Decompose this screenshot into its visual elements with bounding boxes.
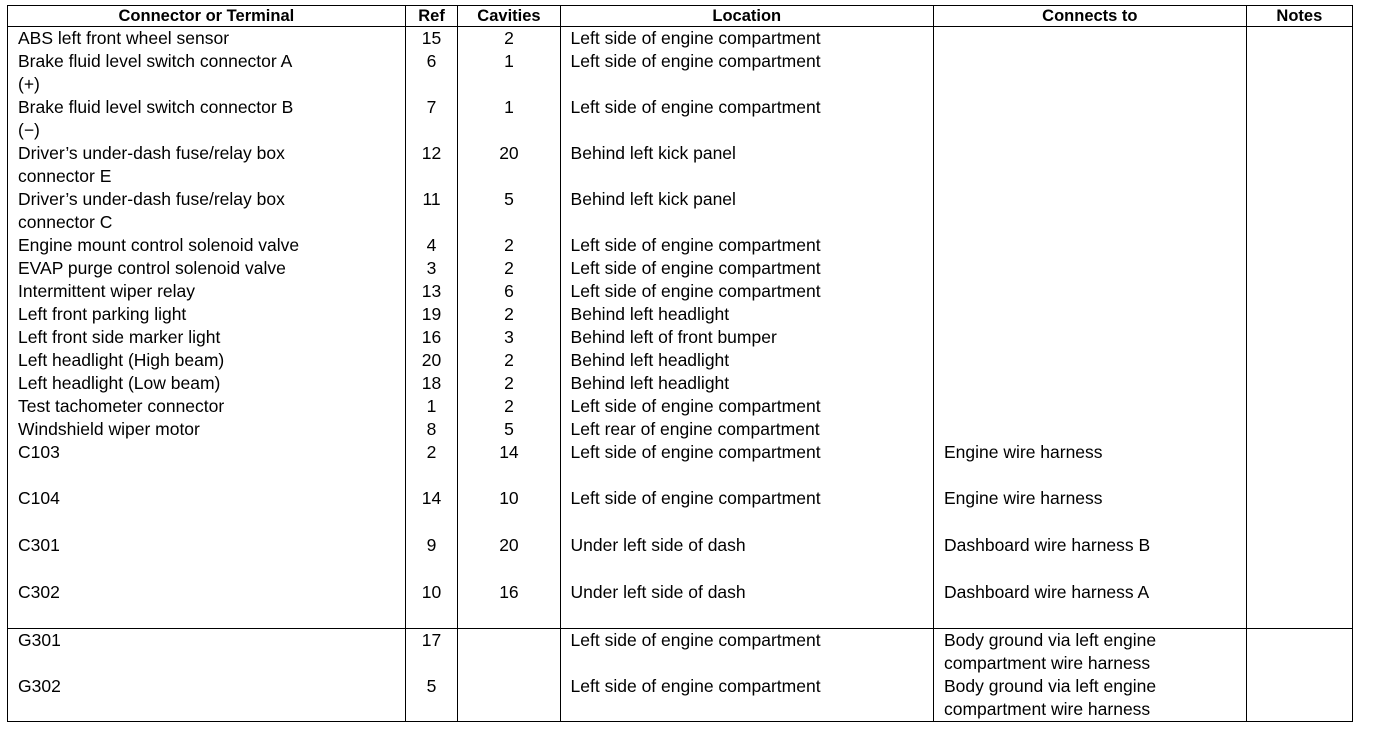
- cell-connects-to: [933, 50, 1246, 96]
- cell-line: 9: [426, 535, 437, 555]
- cell-connector: [8, 487, 406, 534]
- cell-line: Left side of engine compartment: [570, 235, 821, 255]
- cell-line: Body ground via left engine: [943, 675, 1157, 696]
- cell-notes: [1246, 441, 1352, 487]
- cell-ref: [405, 50, 458, 96]
- cell-ref: [405, 326, 458, 349]
- cell-line: Test tachometer connector: [18, 396, 225, 416]
- table-row: [8, 303, 1353, 326]
- cell-location: [560, 675, 933, 722]
- cell-notes: [1246, 534, 1352, 581]
- cell-connects-to: [933, 675, 1246, 722]
- cell-ref: [405, 487, 458, 534]
- cell-line: Left headlight (Low beam): [18, 373, 221, 393]
- cell-location: [560, 303, 933, 326]
- cell-line: 19: [421, 304, 442, 324]
- cell-line: 18: [421, 373, 442, 393]
- cell-line: G301: [18, 629, 61, 650]
- cell-ref: [405, 303, 458, 326]
- cell-line: G302: [18, 675, 61, 696]
- cell-notes: [1246, 234, 1352, 257]
- cell-line: 2: [504, 235, 514, 255]
- header-notes: Notes: [1246, 6, 1352, 27]
- cell-cavities: [458, 142, 560, 188]
- connector-table: [7, 5, 1353, 722]
- cell-line: 2: [504, 304, 514, 324]
- cell-line: 5: [504, 419, 514, 439]
- cell-cavities: [458, 27, 560, 51]
- cell-line: Left side of engine compartment: [570, 51, 821, 71]
- cell-line: 14: [421, 488, 442, 508]
- cell-cavities: [458, 280, 560, 303]
- cell-line: Dashboard wire harness A: [943, 582, 1150, 602]
- cell-connector: [8, 441, 406, 487]
- cell-location: [560, 372, 933, 395]
- cell-line: Intermittent wiper relay: [18, 281, 196, 301]
- header-cavities: Cavities: [458, 6, 560, 27]
- cell-line: Dashboard wire harness B: [943, 535, 1151, 555]
- cell-line: Left side of engine compartment: [570, 442, 821, 462]
- cell-notes: [1246, 326, 1352, 349]
- cell-connects-to: [933, 234, 1246, 257]
- cell-connector: [8, 234, 406, 257]
- cell-line: Left side of engine compartment: [570, 488, 821, 508]
- cell-cavities: [458, 487, 560, 534]
- cell-line: Left side of engine compartment: [570, 629, 821, 650]
- cell-connector: [8, 395, 406, 418]
- header-location: Location: [560, 6, 933, 27]
- cell-ref: [405, 372, 458, 395]
- cell-line: 2: [504, 350, 514, 370]
- cell-connects-to: [933, 372, 1246, 395]
- table-row: [8, 96, 1353, 142]
- cell-notes: [1246, 418, 1352, 441]
- cell-line: 20: [499, 143, 519, 163]
- cell-cavities: [458, 96, 560, 142]
- table-row: [8, 395, 1353, 418]
- cell-line: compartment wire harness: [943, 698, 1151, 719]
- cell-connector: [8, 628, 406, 675]
- cell-line: 13: [421, 281, 442, 301]
- cell-line: 15: [421, 28, 442, 48]
- cell-line: Engine wire harness: [943, 488, 1103, 508]
- cell-line: Left rear of engine compartment: [570, 419, 820, 439]
- cell-ref: [405, 534, 458, 581]
- cell-line: 20: [499, 535, 519, 555]
- header-connects-to: Connects to: [933, 6, 1246, 27]
- table-row: [8, 257, 1353, 280]
- table-row: [8, 280, 1353, 303]
- cell-line: C104: [18, 488, 60, 508]
- cell-line: Driver’s under-dash fuse/relay box: [18, 143, 285, 163]
- cell-line: Behind left headlight: [570, 304, 730, 324]
- cell-line: 1: [426, 396, 437, 416]
- cell-location: [560, 395, 933, 418]
- cell-line: 20: [421, 350, 442, 370]
- cell-connects-to: [933, 96, 1246, 142]
- cell-notes: [1246, 675, 1352, 722]
- table-row: [8, 675, 1353, 722]
- cell-line: 3: [426, 258, 437, 278]
- cell-line: Behind left of front bumper: [570, 327, 777, 347]
- cell-ref: [405, 349, 458, 372]
- cell-connects-to: [933, 628, 1246, 675]
- cell-line: 7: [426, 97, 437, 117]
- cell-line: Left headlight (High beam): [18, 350, 225, 370]
- table-row: [8, 441, 1353, 487]
- cell-location: [560, 96, 933, 142]
- cell-location: [560, 418, 933, 441]
- cell-line: Engine wire harness: [943, 442, 1103, 462]
- cell-line: C302: [18, 582, 60, 602]
- cell-line: Left side of engine compartment: [570, 281, 821, 301]
- cell-location: [560, 27, 933, 51]
- cell-line: 11: [422, 189, 441, 209]
- cell-line: 8: [426, 419, 437, 439]
- cell-cavities: [458, 418, 560, 441]
- cell-cavities: [458, 675, 560, 722]
- cell-line: Left front side marker light: [18, 327, 221, 347]
- cell-line: Windshield wiper motor: [18, 419, 200, 439]
- cell-connector: [8, 581, 406, 628]
- cell-connector: [8, 50, 406, 96]
- cell-cavities: [458, 234, 560, 257]
- cell-line: Left side of engine compartment: [570, 396, 821, 416]
- cell-line: (−): [18, 120, 40, 140]
- cell-connector: [8, 675, 406, 722]
- cell-connector: [8, 372, 406, 395]
- cell-connector: [8, 188, 406, 234]
- cell-location: [560, 628, 933, 675]
- cell-cavities: [458, 188, 560, 234]
- cell-line: 2: [504, 373, 514, 393]
- cell-cavities: [458, 395, 560, 418]
- cell-cavities: [458, 441, 560, 487]
- cell-location: [560, 534, 933, 581]
- cell-notes: [1246, 349, 1352, 372]
- cell-notes: [1246, 27, 1352, 51]
- cell-line: Behind left headlight: [570, 373, 730, 393]
- cell-line: 17: [421, 629, 442, 650]
- cell-line: 5: [504, 189, 514, 209]
- cell-connects-to: [933, 142, 1246, 188]
- cell-line: 10: [499, 488, 519, 508]
- cell-cavities: [458, 534, 560, 581]
- cell-cavities: [458, 349, 560, 372]
- cell-line: ABS left front wheel sensor: [18, 28, 230, 48]
- table-row: [8, 188, 1353, 234]
- cell-notes: [1246, 50, 1352, 96]
- cell-line: Under left side of dash: [570, 535, 746, 555]
- cell-connector: [8, 142, 406, 188]
- cell-location: [560, 349, 933, 372]
- cell-line: 2: [504, 28, 514, 48]
- cell-line: Brake fluid level switch connector A: [18, 51, 293, 71]
- cell-location: [560, 326, 933, 349]
- cell-location: [560, 188, 933, 234]
- table-row: [8, 418, 1353, 441]
- table-row: [8, 234, 1353, 257]
- cell-connector: [8, 349, 406, 372]
- cell-line: 16: [421, 327, 442, 347]
- cell-line: C103: [18, 442, 60, 462]
- cell-line: connector E: [18, 166, 112, 186]
- cell-cavities: [458, 257, 560, 280]
- cell-connects-to: [933, 280, 1246, 303]
- table-body: [8, 27, 1353, 722]
- cell-ref: [405, 628, 458, 675]
- cell-connector: [8, 303, 406, 326]
- cell-line: 4: [426, 235, 437, 255]
- cell-line: 16: [499, 582, 519, 602]
- cell-notes: [1246, 581, 1352, 628]
- table-row: [8, 349, 1353, 372]
- cell-ref: [405, 96, 458, 142]
- cell-connects-to: [933, 395, 1246, 418]
- table-row: [8, 534, 1353, 581]
- cell-ref: [405, 280, 458, 303]
- cell-location: [560, 142, 933, 188]
- cell-ref: [405, 257, 458, 280]
- cell-line: 2: [504, 258, 514, 278]
- cell-ref: [405, 418, 458, 441]
- cell-cavities: [458, 372, 560, 395]
- cell-cavities: [458, 581, 560, 628]
- cell-connector: [8, 257, 406, 280]
- cell-cavities: [458, 326, 560, 349]
- cell-location: [560, 257, 933, 280]
- table-header-row: [8, 6, 1353, 27]
- cell-line: Left side of engine compartment: [570, 258, 821, 278]
- cell-notes: [1246, 487, 1352, 534]
- cell-line: 3: [504, 327, 514, 347]
- cell-line: (+): [18, 74, 40, 94]
- cell-connects-to: [933, 581, 1246, 628]
- cell-line: 10: [421, 582, 442, 602]
- cell-notes: [1246, 372, 1352, 395]
- table-row: [8, 372, 1353, 395]
- cell-notes: [1246, 142, 1352, 188]
- cell-line: connector C: [18, 212, 113, 232]
- cell-connects-to: [933, 349, 1246, 372]
- cell-notes: [1246, 96, 1352, 142]
- cell-line: compartment wire harness: [943, 652, 1151, 673]
- cell-location: [560, 441, 933, 487]
- cell-line: 1: [504, 51, 514, 71]
- cell-line: 2: [426, 442, 437, 462]
- cell-line: Driver’s under-dash fuse/relay box: [18, 189, 285, 209]
- cell-ref: [405, 675, 458, 722]
- cell-line: Brake fluid level switch connector B: [18, 97, 294, 117]
- header-ref: Ref: [405, 6, 458, 27]
- cell-line: Left side of engine compartment: [570, 28, 821, 48]
- cell-notes: [1246, 628, 1352, 675]
- cell-connector: [8, 96, 406, 142]
- table-row: [8, 581, 1353, 628]
- cell-line: 2: [504, 396, 514, 416]
- cell-cavities: [458, 303, 560, 326]
- table-row: [8, 50, 1353, 96]
- cell-connects-to: [933, 257, 1246, 280]
- cell-connector: [8, 280, 406, 303]
- cell-connects-to: [933, 188, 1246, 234]
- cell-line: Engine mount control solenoid valve: [18, 235, 300, 255]
- cell-line: 14: [499, 442, 519, 462]
- cell-location: [560, 581, 933, 628]
- cell-notes: [1246, 303, 1352, 326]
- table-row: [8, 142, 1353, 188]
- table-row: [8, 628, 1353, 675]
- cell-location: [560, 487, 933, 534]
- cell-cavities: [458, 50, 560, 96]
- cell-line: Behind left kick panel: [570, 143, 736, 163]
- cell-line: Behind left kick panel: [570, 189, 736, 209]
- cell-location: [560, 280, 933, 303]
- cell-line: 6: [504, 281, 514, 301]
- table-row: [8, 487, 1353, 534]
- cell-line: Left side of engine compartment: [570, 675, 821, 696]
- cell-connector: [8, 27, 406, 51]
- cell-connector: [8, 534, 406, 581]
- cell-ref: [405, 188, 458, 234]
- cell-connects-to: [933, 487, 1246, 534]
- cell-line: Left front parking light: [18, 304, 187, 324]
- cell-line: 12: [421, 143, 442, 163]
- cell-connects-to: [933, 326, 1246, 349]
- cell-location: [560, 234, 933, 257]
- cell-connector: [8, 326, 406, 349]
- cell-ref: [405, 395, 458, 418]
- cell-line: 5: [426, 675, 437, 696]
- cell-ref: [405, 581, 458, 628]
- cell-connects-to: [933, 303, 1246, 326]
- cell-ref: [405, 441, 458, 487]
- cell-connects-to: [933, 534, 1246, 581]
- cell-line: C301: [18, 535, 60, 555]
- cell-ref: [405, 234, 458, 257]
- table-row: [8, 326, 1353, 349]
- cell-notes: [1246, 280, 1352, 303]
- cell-cavities: [458, 628, 560, 675]
- cell-line: 1: [504, 97, 514, 117]
- cell-ref: [405, 27, 458, 51]
- cell-line: Behind left headlight: [570, 350, 730, 370]
- cell-notes: [1246, 188, 1352, 234]
- cell-ref: [405, 142, 458, 188]
- cell-line: Body ground via left engine: [943, 629, 1157, 650]
- cell-connects-to: [933, 441, 1246, 487]
- table-row: [8, 27, 1353, 51]
- cell-line: Under left side of dash: [570, 582, 746, 602]
- cell-line: 6: [426, 51, 437, 71]
- header-connector: Connector or Terminal: [8, 6, 406, 27]
- cell-line: EVAP purge control solenoid valve: [18, 258, 286, 278]
- cell-line: Left side of engine compartment: [570, 97, 821, 117]
- cell-notes: [1246, 395, 1352, 418]
- cell-notes: [1246, 257, 1352, 280]
- cell-connects-to: [933, 27, 1246, 51]
- cell-connects-to: [933, 418, 1246, 441]
- cell-connector: [8, 418, 406, 441]
- cell-location: [560, 50, 933, 96]
